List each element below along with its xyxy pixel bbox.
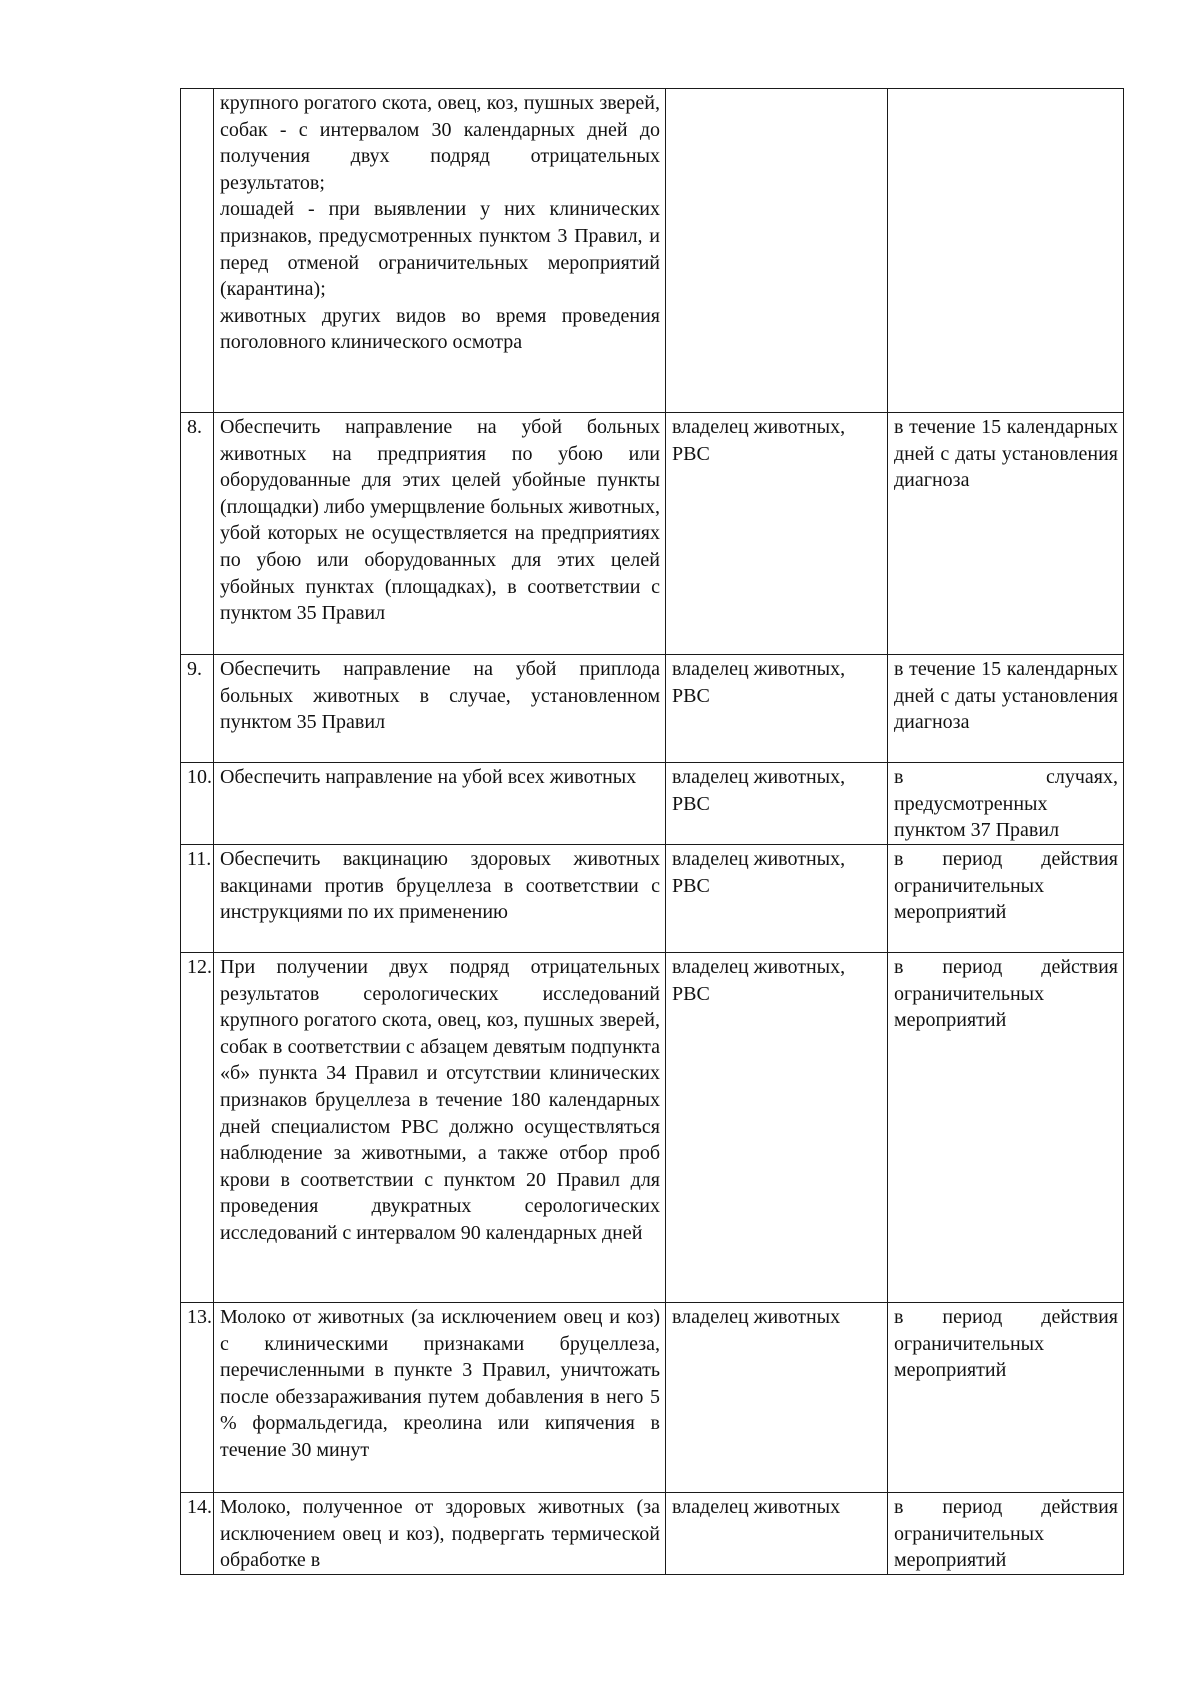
row-number-cell: 13. (181, 1303, 214, 1493)
row-number-cell: 11. (181, 845, 214, 953)
row-number-cell: 9. (181, 655, 214, 763)
term-cell: в период действия ограничительных мероприятий (888, 1303, 1124, 1493)
row-number-cell: 14. (181, 1493, 214, 1575)
responsible-cell (666, 89, 888, 413)
responsible-cell: владелец животных, РВС (666, 953, 888, 1303)
responsible-cell: владелец животных, РВС (666, 413, 888, 655)
term-cell: в течение 15 календарных дней с даты установления диагноза (888, 413, 1124, 655)
table-row (181, 1493, 1124, 1575)
action-cell: При получении двух подряд отрицательных результатов серологических исследований крупного рогатого скота, овец, коз, пушных зверей, собак в соответствии с абзацем девятым подпункта «б» пункта 34 Правил и отсутствии клинических признаков бруцеллеза в течение 180 календарных дней специалистом РВС должно осуществляться наблюдение за животными, а также отбор проб крови в соответствии с пунктом 20 Правил для проведения двукратных серологических исследований с интервалом 90 календарных дней (214, 953, 666, 1303)
table-row (181, 1303, 1124, 1493)
action-text: крупного рогатого скота, овец, коз, пушных зверей, собак - с интервалом 30 календарных дней до получения двух подряд отрицательных результатов; (220, 92, 660, 194)
term-cell: в период действия ограничительных мероприятий (888, 845, 1124, 953)
row-number-cell: 12. (181, 953, 214, 1303)
term-cell: в период действия ограничительных мероприятий (888, 953, 1124, 1303)
table-row (181, 845, 1124, 953)
table-row (181, 413, 1124, 655)
responsible-cell: владелец животных, РВС (666, 845, 888, 953)
row-number-cell: 8. (181, 413, 214, 655)
action-cell: Обеспечить вакцинацию здоровых животных вакцинами против бруцеллеза в соответствии с инструкциями по их применению (214, 845, 666, 953)
row-number-cell: 10. (181, 763, 214, 845)
action-cell: Обеспечить направление на убой приплода больных животных в случае, установленном пунктом 35 Правил (214, 655, 666, 763)
responsible-cell: владелец животных (666, 1303, 888, 1493)
action-text: животных других видов во время проведения поголовного клинического осмотра (220, 304, 660, 354)
table-row (181, 953, 1124, 1303)
term-cell: в случаях, предусмотренных пунктом 37 Правил (888, 763, 1124, 845)
action-cell: Обеспечить направление на убой всех животных (214, 763, 666, 845)
action-cell: Молоко, полученное от здоровых животных (за исключением овец и коз), подвергать термической обработке в (214, 1493, 666, 1575)
table-row (181, 655, 1124, 763)
responsible-cell: владелец животных, РВС (666, 655, 888, 763)
responsible-cell: владелец животных, РВС (666, 763, 888, 845)
measures-table (180, 88, 1124, 1575)
term-cell (888, 89, 1124, 413)
term-cell: в период действия ограничительных мероприятий (888, 1493, 1124, 1575)
action-cell (214, 89, 666, 413)
action-cell: Обеспечить направление на убой больных животных на предприятия по убою или оборудованные для этих целей убойные пункты (площадки) либо умерщвление больных животных, убой которых не осуществляется на предприятиях по убою или оборудованных для этих целей убойных пунктах (площадках), в соответствии с пунктом 35 Правил (214, 413, 666, 655)
table-row (181, 89, 1124, 413)
action-cell: Молоко от животных (за исключением овец и коз) с клиническими признаками бруцеллеза, перечисленными в пункте 3 Правил, уничтожать после обеззараживания путем добавления в него 5 % формальдегида, креолина или кипячения в течение 30 минут (214, 1303, 666, 1493)
responsible-cell: владелец животных (666, 1493, 888, 1575)
table-row (181, 763, 1124, 845)
action-text: лошадей - при выявлении у них клинических признаков, предусмотренных пунктом 3 Правил, и перед отменой ограничительных мероприятий (карантина); (220, 198, 660, 301)
row-number-cell (181, 89, 214, 413)
term-cell: в течение 15 календарных дней с даты установления диагноза (888, 655, 1124, 763)
